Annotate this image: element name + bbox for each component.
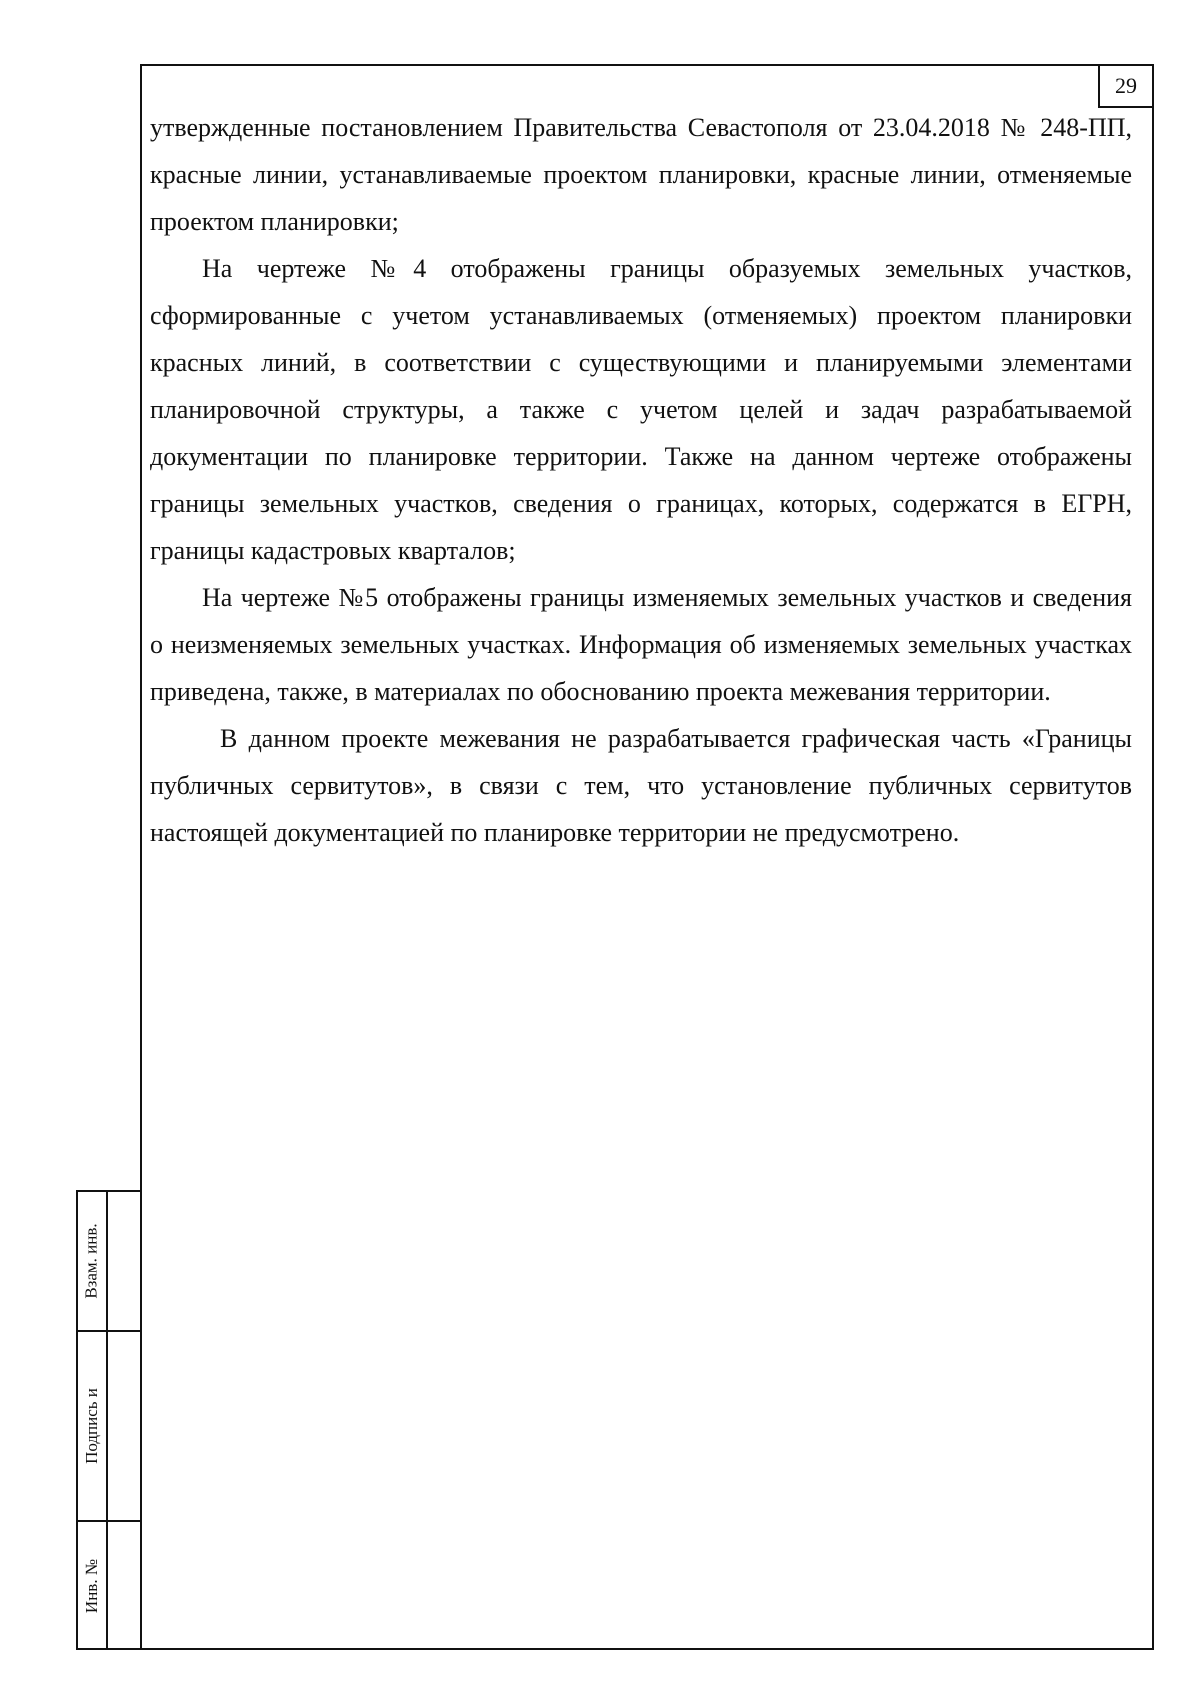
- stamp-vzam-inv-cell: [78, 1192, 106, 1330]
- paragraph-4: В данном проекте межевания не разрабатывается графическая часть «Границы публичных сервитутов», в связи с тем, что установление публичных сервитутов настоящей документацией по планировке территории не предусмотрено.: [150, 724, 1132, 847]
- side-stamp-table: [76, 1190, 142, 1650]
- stamp-inv-no-label: Инв. №: [82, 1558, 101, 1614]
- page-number: 29: [1098, 64, 1154, 108]
- stamp-vzam-inv-label: Взам. инв.: [82, 1223, 101, 1299]
- body-text: [150, 104, 1132, 856]
- paragraph-3: На чертеже №5 отображены границы изменяемых земельных участков и сведения о неизменяемых земельных участках. Информация об изменяемых земельных участках приведена, также, в материалах по обоснованию проекта межевания территории.: [150, 583, 1132, 706]
- side-column-divider: [106, 1192, 108, 1648]
- stamp-podpis-label: Подпись и: [82, 1388, 101, 1464]
- stamp-inv-no-cell: [78, 1522, 106, 1650]
- paragraph-1: утвержденные постановлением Правительства Севастополя от 23.04.2018 № 248-ПП, красные линии, устанавливаемые проектом планировки, красные линии, отменяемые проектом планировки;: [150, 113, 1132, 236]
- page-frame: [140, 64, 1154, 1650]
- stamp-podpis-cell: [78, 1332, 106, 1520]
- paragraph-2: На чертеже №4 отображены границы образуемых земельных участков, сформированные с учетом устанавливаемых (отменяемых) проектом планировки красных линий, в соответствии с существующими и планируемыми элементами планировочной структуры, а также с учетом целей и задач разрабатываемой документации по планировке территории. Также на данном чертеже отображены границы земельных участков, сведения о границах, которых, содержатся в ЕГРН, границы кадастровых кварталов;: [150, 254, 1132, 565]
